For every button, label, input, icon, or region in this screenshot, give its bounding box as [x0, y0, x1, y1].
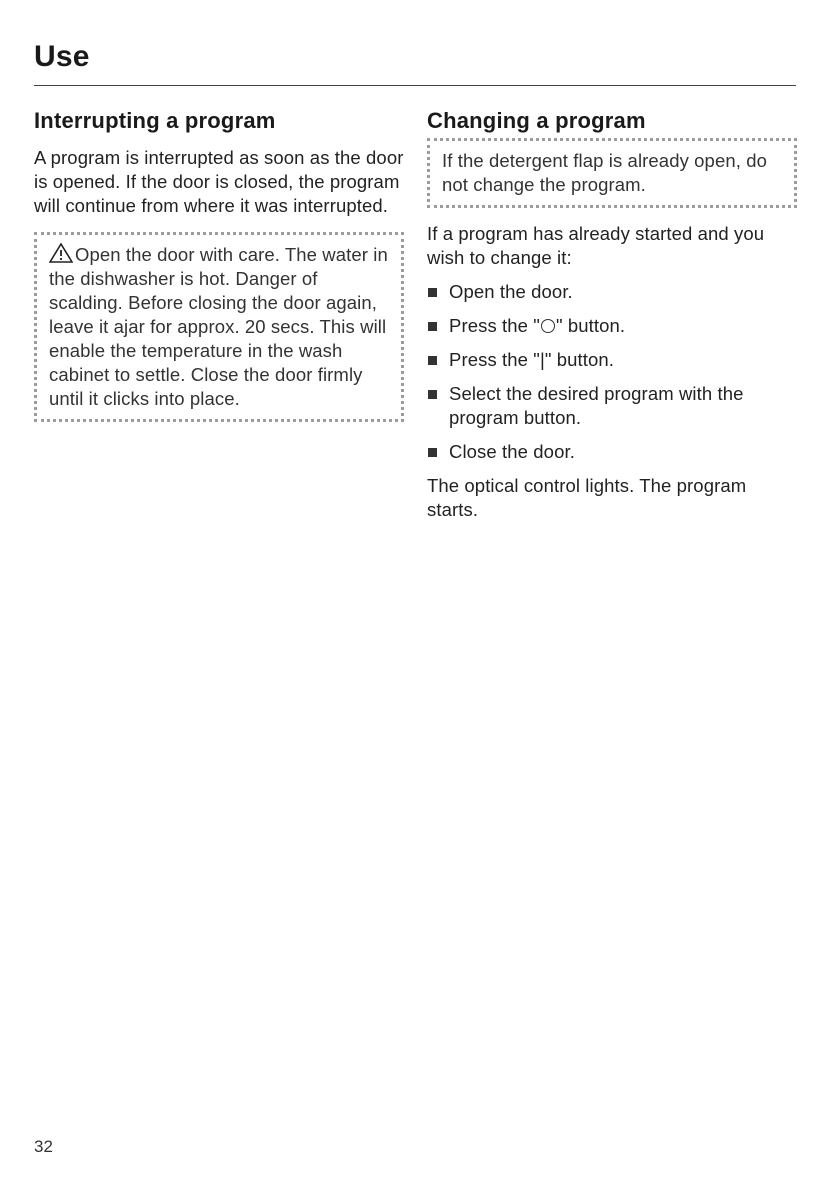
bullet-square-icon — [428, 356, 437, 365]
step-text-after: " button. — [555, 315, 626, 336]
list-item — [427, 440, 797, 464]
warning-box — [34, 232, 404, 422]
interrupting-intro: A program is interrupted as soon as the door is opened. If the door is closed, the program will continue from where it was interrupted. — [34, 147, 404, 216]
list-item — [427, 280, 797, 304]
power-circle-icon — [541, 319, 555, 333]
step-text: Select the desired program with the program button. — [449, 383, 744, 428]
warning-triangle-icon — [49, 243, 73, 263]
list-item — [427, 314, 797, 338]
step-text: Open the door. — [449, 281, 573, 302]
section-interrupting — [34, 108, 404, 422]
bullet-square-icon — [428, 448, 437, 457]
note-box — [427, 138, 797, 208]
warning-text: Open the door with care. The water in the dishwasher is hot. Danger of scalding. Before closing the door again, leave it ajar for approx. 20 secs. This will enable the temperature in the wash cabinet to settle. Close the door firmly until it clicks into place. — [49, 244, 388, 409]
note-text: If the detergent flap is already open, do not change the program. — [442, 150, 767, 195]
step-text: Press the "|" button. — [449, 349, 615, 370]
list-item — [427, 348, 797, 372]
heading-divider — [34, 85, 796, 86]
steps-list — [427, 280, 797, 464]
changing-intro: If a program has already started and you wish to change it: — [427, 223, 765, 268]
bullet-square-icon — [428, 390, 437, 399]
step-text-before: Press the " — [449, 315, 540, 336]
section-title-changing: Changing a program — [427, 108, 646, 133]
section-title-interrupting: Interrupting a program — [34, 108, 276, 133]
warning-paragraph — [49, 243, 391, 411]
bullet-square-icon — [428, 322, 437, 331]
section-changing — [427, 108, 797, 522]
bullet-square-icon — [428, 288, 437, 297]
changing-outro: The optical control lights. The program starts. — [427, 475, 747, 520]
page-heading: Use — [34, 40, 90, 73]
step-text: Close the door. — [449, 441, 575, 462]
page-number: 32 — [34, 1137, 53, 1156]
list-item — [427, 382, 797, 430]
